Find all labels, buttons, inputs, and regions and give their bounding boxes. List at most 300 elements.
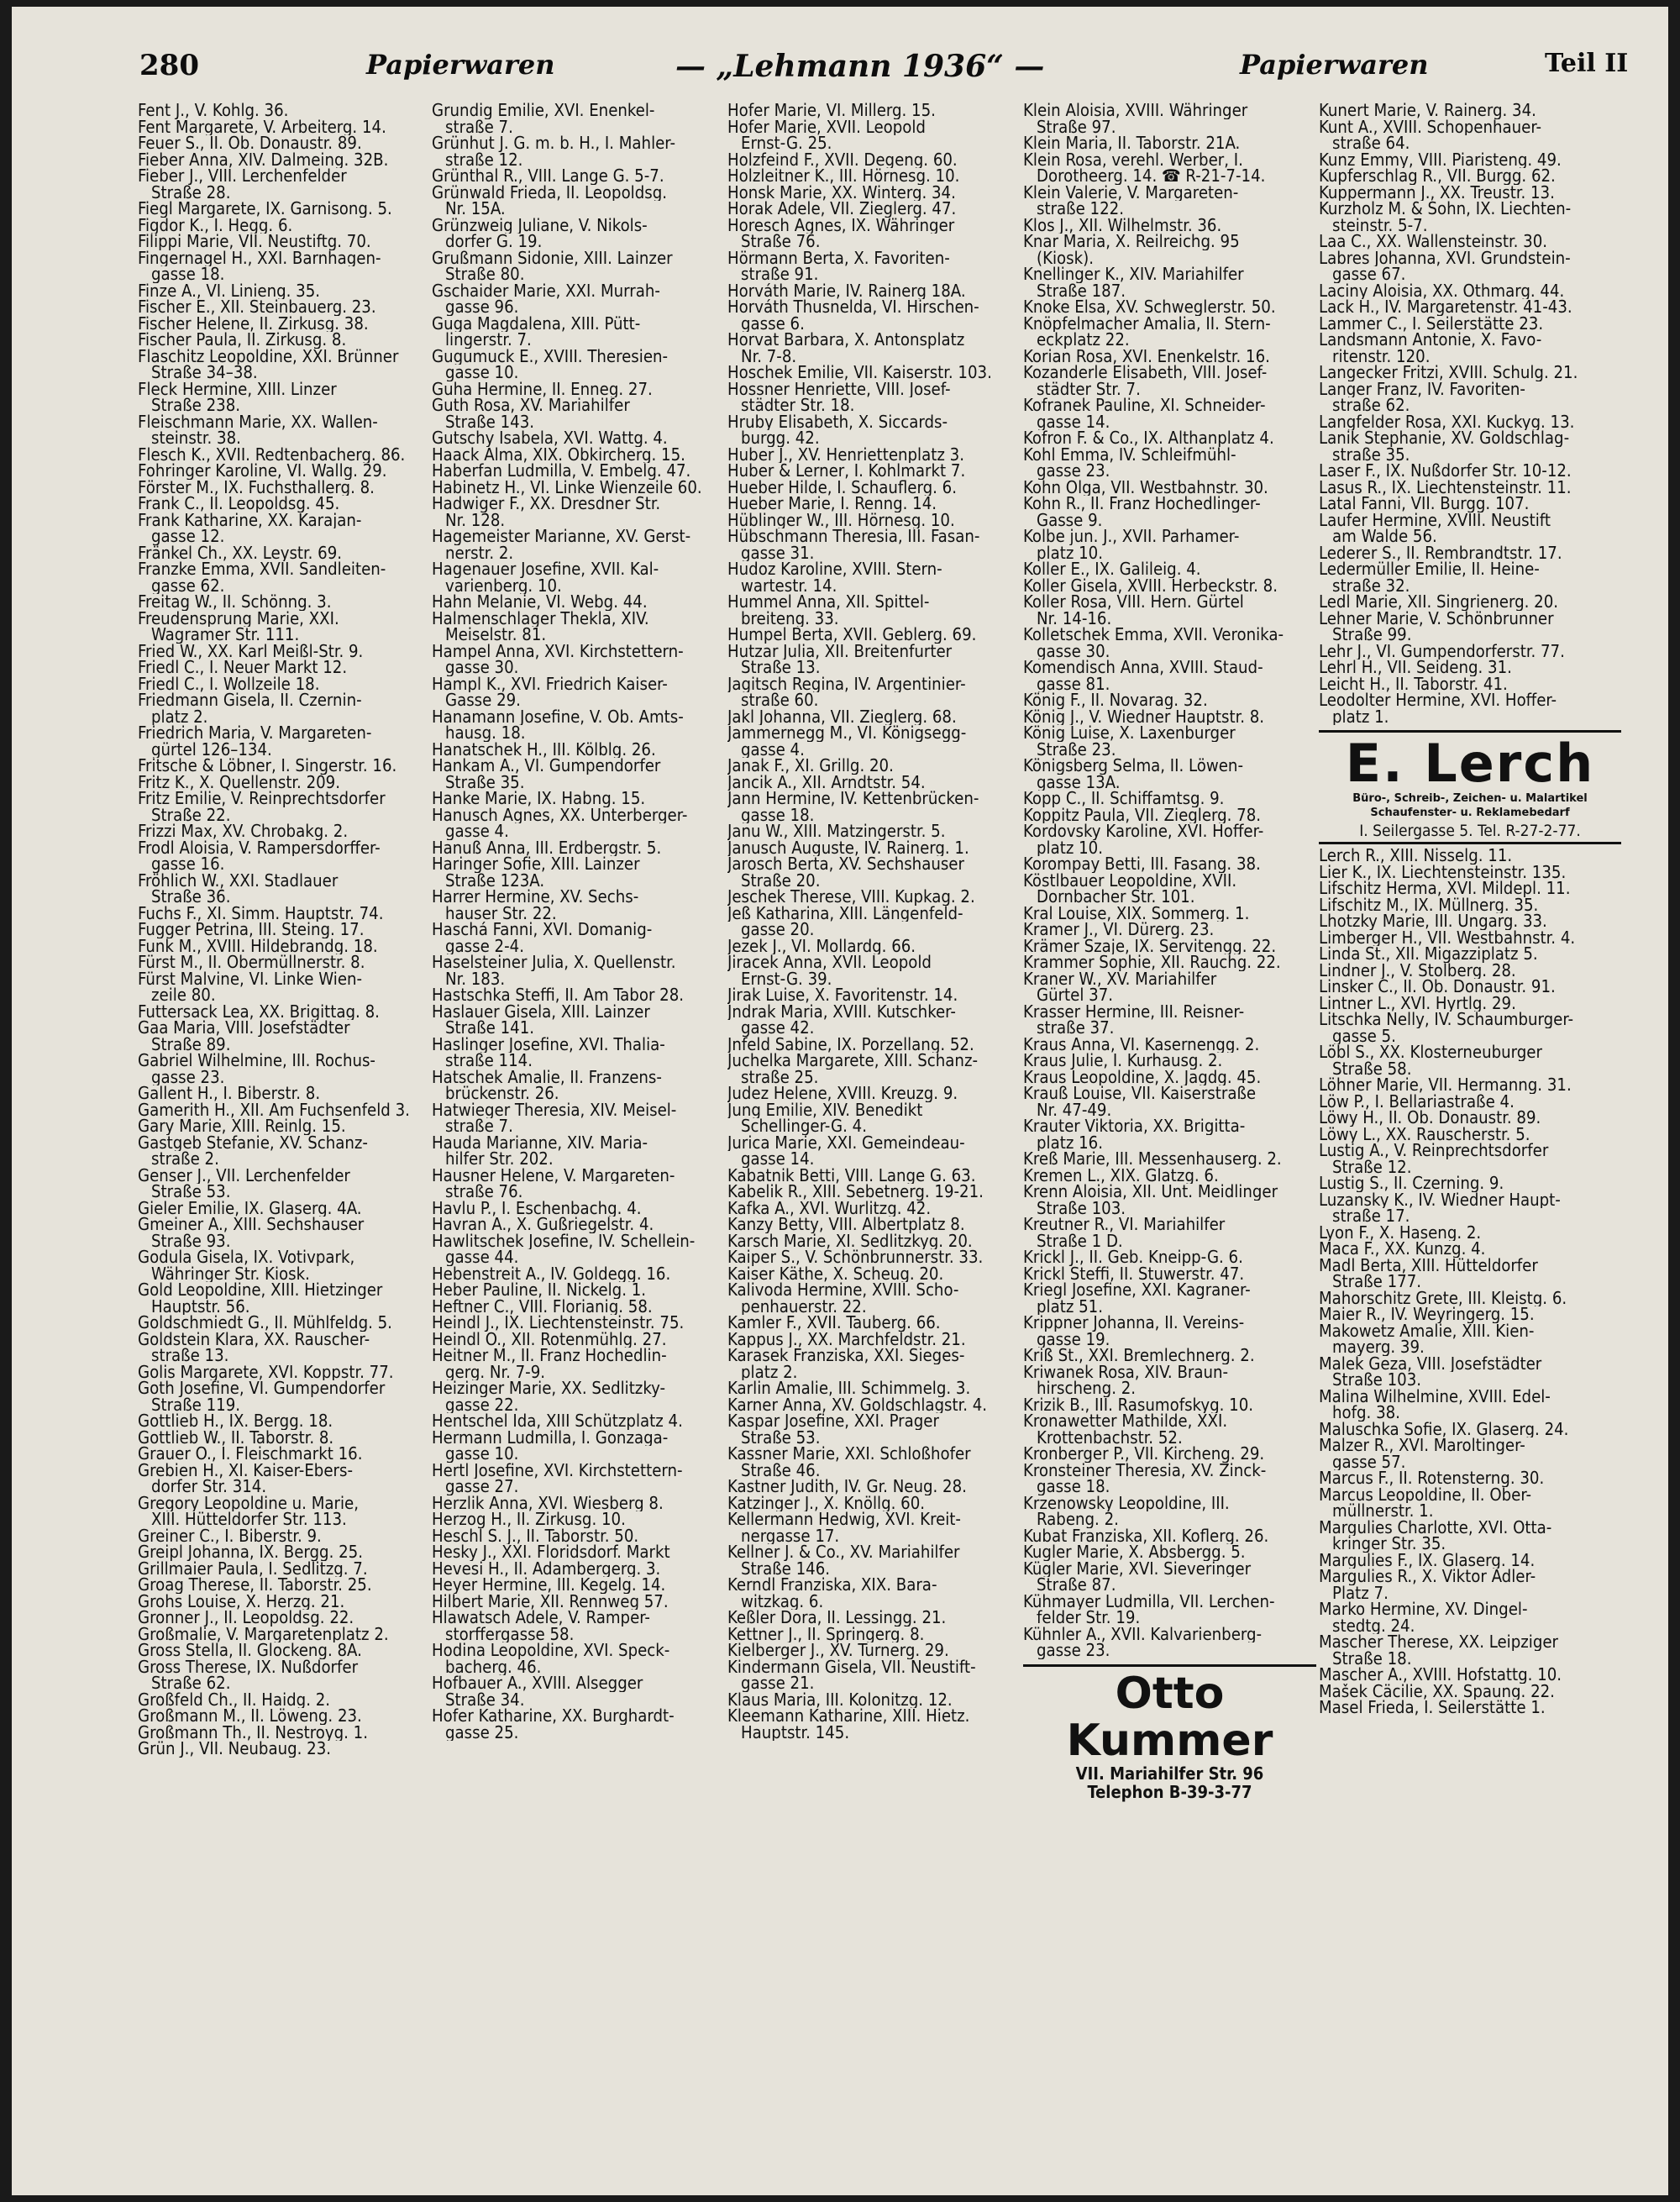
ad-lerch-line1: Büro-, Schreib-, Zeichen- u. Malartikel — [1352, 792, 1588, 805]
entry-continuation: nergasse 17. — [741, 1527, 840, 1544]
directory-entry: Feuer S., II. Ob. Donaustr. 89. — [138, 135, 362, 152]
entry-continuation: gasse 21. — [741, 1675, 815, 1692]
directory-entry: Guga Magdalena, XIII. Pütt- — [432, 315, 641, 332]
directory-entry: Frizzi Max, XV. Chrobakg. 2. — [138, 823, 349, 840]
directory-entry: Fieber Anna, XIV. Dalmeing. 32B. — [138, 151, 389, 168]
entry-continuation: Dorotheerg. 14. ☎ R-21-7-14. — [1037, 168, 1266, 185]
entry-continuation: gasse 30. — [1037, 643, 1110, 660]
directory-entry: Kraus Julie, I. Kurhausg. 2. — [1023, 1053, 1223, 1069]
directory-entry: Hueber Hilde, I. Schauflerg. 6. — [727, 479, 957, 496]
directory-entry: Heftner C., VIII. Florianig. 58. — [432, 1298, 653, 1315]
entry-continuation: straße 35. — [1332, 446, 1410, 463]
entry-continuation: XIII. Hütteldorfer Str. 113. — [151, 1511, 347, 1528]
entry-continuation: gasse 31. — [741, 544, 815, 561]
directory-entry: Kurzholz M. & Sohn, IX. Liechten- — [1319, 201, 1572, 218]
directory-entry: Haselsteiner Julia, X. Quellenstr. — [432, 954, 676, 971]
directory-entry: Krauter Viktoria, XX. Brigitta- — [1023, 1118, 1246, 1135]
directory-entry: Hermann Ludmilla, I. Gonzaga- — [432, 1429, 669, 1446]
directory-entry: Freudensprung Marie, XXI. — [138, 610, 339, 627]
directory-entry: Grünwald Frieda, II. Leopoldsg. — [432, 184, 668, 201]
entry-continuation: felder Str. 19. — [1037, 1610, 1141, 1627]
directory-entry: Karsch Marie, XI. Sedlitzkyg. 20. — [727, 1232, 973, 1249]
entry-continuation: bacherg. 46. — [445, 1658, 542, 1675]
directory-entry: Gugumuck E., XVIII. Theresien- — [432, 348, 669, 365]
directory-entry: Kupferschlag R., VII. Burgg. 62. — [1319, 168, 1556, 185]
directory-entry: Grundig Emilie, XVI. Enenkel- — [432, 102, 655, 119]
directory-entry: Godula Gisela, IX. Votivpark, — [138, 1249, 355, 1266]
directory-entry: Karlin Amalie, III. Schimmelg. 3. — [727, 1380, 971, 1397]
ad-kummer-name: Otto Kummer — [1066, 1668, 1273, 1766]
directory-entry: Latal Fanni, VII. Burgg. 107. — [1319, 496, 1530, 512]
directory-entry: Löbl S., XX. Klosterneuburger — [1319, 1044, 1542, 1061]
directory-entry: Margulies F., IX. Glaserg. 14. — [1319, 1552, 1536, 1569]
entry-continuation: Platz 7. — [1332, 1584, 1389, 1601]
directory-entry: Hruby Elisabeth, X. Siccards- — [727, 413, 948, 430]
directory-entry: Fischer Paula, II. Zirkusg. 8. — [138, 332, 347, 349]
directory-entry: Luzansky K., IV. Wiedner Haupt- — [1319, 1191, 1561, 1208]
directory-entry: Fischer Helene, II. Zirkusg. 38. — [138, 315, 369, 332]
entry-continuation: platz 16. — [1037, 1134, 1103, 1151]
ad-lerch-line2: Schaufenster- u. Reklamebedarf — [1370, 807, 1570, 819]
section-title-left: Papierwaren — [366, 49, 555, 81]
directory-entry: Fingernagel H., XXI. Barnhagen- — [138, 250, 381, 266]
entry-continuation: hauser Str. 22. — [445, 905, 557, 922]
entry-continuation: Straße 28. — [151, 184, 231, 201]
entry-continuation: gasse 18. — [741, 807, 815, 823]
directory-entry: Hudoz Karoline, XVIII. Stern- — [727, 561, 942, 578]
directory-entry: Grünthal R., VIII. Lange G. 5-7. — [432, 168, 664, 185]
entry-continuation: Straße 93. — [151, 1232, 231, 1249]
entry-continuation: Nr. 183. — [445, 970, 506, 987]
directory-entry: Fürst M., II. Obermüllnerstr. 8. — [138, 954, 365, 971]
directory-entry: Kassner Marie, XXI. Schloßhofer — [727, 1446, 971, 1463]
entry-continuation: gürtel 126–134. — [151, 741, 272, 758]
directory-entry: Knoke Elsa, XV. Schweglerstr. 50. — [1023, 299, 1276, 316]
directory-entry: Fried W., XX. Karl Meißl-Str. 9. — [138, 643, 364, 660]
directory-entry: Golis Margarete, XVI. Koppstr. 77. — [138, 1364, 394, 1380]
directory-entry: Friedrich Maria, V. Margareten- — [138, 725, 372, 742]
directory-entry: Fohringer Karoline, VI. Wallg. 29. — [138, 463, 387, 480]
directory-page — [12, 7, 1668, 2195]
directory-entry: Horak Adele, VII. Zieglerg. 47. — [727, 201, 957, 218]
directory-entry: Heber Pauline, II. Nickelg. 1. — [432, 1282, 647, 1299]
entry-continuation: Straße 20. — [741, 872, 821, 889]
directory-entry: Kreß Marie, III. Messenhauserg. 2. — [1023, 1151, 1282, 1168]
directory-entry: Finze A., VI. Linieng. 35. — [138, 282, 321, 299]
directory-entry: Jung Emilie, XIV. Benedikt — [727, 1101, 923, 1118]
directory-entry: Frodl Aloisia, V. Rampersdorffer- — [138, 839, 381, 856]
directory-entry: Gottlieb W., II. Taborstr. 8. — [138, 1429, 334, 1446]
directory-entry: Leodolter Hermine, XVI. Hoffer- — [1319, 692, 1557, 709]
entry-continuation: straße 2. — [151, 1151, 219, 1168]
directory-entry: Jnfeld Sabine, IX. Porzellang. 52. — [727, 1036, 974, 1053]
directory-entry: Marko Hermine, XV. Dingel- — [1319, 1601, 1528, 1618]
directory-entry: Kordovsky Karoline, XVI. Hoffer- — [1023, 823, 1264, 840]
directory-entry: Fleischmann Marie, XX. Wallen- — [138, 413, 378, 430]
entry-continuation: storffergasse 58. — [445, 1626, 575, 1642]
directory-entry: Makowetz Amalie, XIII. Kien- — [1319, 1322, 1535, 1339]
entry-continuation: gasse 67. — [1332, 266, 1406, 283]
directory-entry: Kaiper S., V. Schönbrunnerstr. 33. — [727, 1249, 984, 1266]
directory-entry: Landsmann Antonie, X. Favo- — [1319, 332, 1542, 349]
directory-entry: Lederer S., II. Rembrandtstr. 17. — [1319, 544, 1562, 561]
directory-entry: Laciny Aloisia, XX. Othmarg. 44. — [1319, 282, 1565, 299]
entry-continuation: straße 25. — [741, 1069, 819, 1085]
directory-entry: Hesky J., XXI. Floridsdorf. Markt — [432, 1544, 670, 1561]
directory-entry: Großmalie, V. Margaretenplatz 2. — [138, 1626, 389, 1642]
directory-entry: Lhotzky Marie, III. Ungarg. 33. — [1319, 913, 1547, 930]
directory-entry: Haringer Sofie, XIII. Lainzer — [432, 856, 640, 873]
directory-entry: Karner Anna, XV. Goldschlagstr. 4. — [727, 1396, 988, 1413]
directory-entry: Klaus Maria, III. Kolonitzg. 12. — [727, 1691, 953, 1708]
entry-continuation: gasse 18. — [151, 266, 225, 283]
ad-kummer-address: VII. Mariahilfer Str. 96 — [1075, 1763, 1264, 1784]
directory-entry: Kronawetter Mathilde, XXI. — [1023, 1413, 1228, 1430]
directory-entry: Hahn Melanie, VI. Webg. 44. — [432, 594, 648, 611]
entry-continuation: gasse 14. — [741, 1151, 815, 1168]
directory-entry: Knar Maria, X. Reilreichg. 95 — [1023, 234, 1240, 250]
directory-entry: Hörmann Berta, X. Favoriten- — [727, 250, 950, 266]
directory-entry: Kanzy Betty, VIII. Albertplatz 8. — [727, 1217, 965, 1233]
directory-entry: Korompay Betti, III. Fasang. 38. — [1023, 856, 1261, 873]
directory-entry: Margulies Charlotte, XVI. Otta- — [1319, 1519, 1552, 1536]
entry-continuation: gasse 18. — [1037, 1479, 1110, 1495]
directory-entry: Fränkel Ch., XX. Leystr. 69. — [138, 544, 343, 561]
entry-continuation: Straße 22. — [151, 807, 231, 823]
entry-continuation: Straße 87. — [1037, 1577, 1116, 1594]
directory-entry: Lerch R., XIII. Nisselg. 11. — [1319, 848, 1513, 865]
directory-entry: Löwy L., XX. Rauscherstr. 5. — [1319, 1126, 1530, 1143]
entry-continuation: Rabeng. 2. — [1037, 1511, 1119, 1528]
entry-continuation: platz 10. — [1037, 839, 1103, 856]
entry-continuation: Straße 97. — [1037, 118, 1116, 135]
directory-entry: Janak F., XI. Grillg. 20. — [727, 758, 894, 775]
directory-entry: Jeß Katharina, XIII. Längenfeld- — [727, 905, 963, 922]
directory-entry: Großfeld Ch., II. Haidg. 2. — [138, 1691, 331, 1708]
entry-continuation: Straße 103. — [1332, 1372, 1422, 1389]
directory-entry: Grebien H., XI. Kaiser-Ebers- — [138, 1462, 353, 1479]
directory-entry: Flesch K., XVII. Redtenbacherg. 86. — [138, 446, 406, 463]
entry-continuation: Nr. 15A. — [445, 201, 506, 218]
directory-entry: Langer Franz, IV. Favoriten- — [1319, 381, 1525, 397]
directory-entry: Klein Aloisia, XVIII. Währinger — [1023, 102, 1248, 119]
directory-entry: Habinetz H., VI. Linke Wienzeile 60. — [432, 479, 702, 496]
column-4 — [1023, 102, 1316, 2178]
directory-entry: Kronberger P., VII. Kircheng. 29. — [1023, 1446, 1265, 1463]
directory-entry: Lustig A., V. Reinprechtsdorfer — [1319, 1143, 1549, 1159]
entry-continuation: Nr. 14-16. — [1037, 610, 1112, 627]
directory-entry: Hüblinger W., III. Hörnesg. 10. — [727, 512, 955, 528]
directory-entry: Gutschy Isabela, XVI. Wattg. 4. — [432, 430, 668, 447]
directory-entry: Hagenauer Josefine, XVII. Kal- — [432, 561, 659, 578]
directory-entry: Huber J., XV. Henriettenplatz 3. — [727, 446, 964, 463]
directory-entry: Gronner J., II. Leopoldsg. 22. — [138, 1610, 354, 1627]
directory-entry: Humpel Berta, XVII. Geblerg. 69. — [727, 627, 977, 644]
entry-continuation: Straße 58. — [1332, 1060, 1412, 1077]
directory-entry: Kolletschek Emma, XVII. Veronika- — [1023, 627, 1284, 644]
directory-entry: Krenn Aloisia, XII. Unt. Meidlinger — [1023, 1184, 1278, 1201]
entry-continuation: hofg. 38. — [1332, 1405, 1400, 1422]
directory-entry: Jeschek Therese, VIII. Kupkag. 2. — [727, 889, 975, 906]
directory-entry: Heyer Hermine, III. Kegelg. 14. — [432, 1577, 666, 1594]
entry-continuation: straße 64. — [1332, 135, 1410, 152]
entry-continuation: Straße 143. — [445, 413, 535, 430]
directory-entry: Marcus F., II. Rotensterng. 30. — [1319, 1470, 1545, 1487]
directory-entry: Gross Stella, II. Glockeng. 8A. — [138, 1642, 362, 1659]
directory-entry: Holzleitner K., III. Hörnesg. 10. — [727, 168, 960, 185]
entry-continuation: kringer Str. 35. — [1332, 1536, 1446, 1553]
directory-entry: Krammer Sophie, XII. Rauchg. 22. — [1023, 954, 1281, 971]
directory-entry: Kofranek Pauline, XI. Schneider- — [1023, 397, 1266, 414]
entry-continuation: Straße 34. — [445, 1691, 525, 1708]
entry-continuation: straße 60. — [741, 692, 819, 709]
entry-continuation: varienberg. 10. — [445, 577, 562, 594]
entry-continuation: Straße 119. — [151, 1396, 241, 1413]
entry-continuation: gasse 20. — [741, 922, 815, 938]
entry-continuation: Straße 53. — [151, 1184, 231, 1201]
directory-entry: Hanatschek H., III. Kölblg. 26. — [432, 741, 656, 758]
entry-continuation: Nr. 7-8. — [741, 348, 797, 365]
directory-entry: Horváth Marie, IV. Rainerg 18A. — [727, 282, 966, 299]
directory-entry: Margulies R., X. Viktor Adler- — [1319, 1569, 1536, 1585]
entry-continuation: straße 17. — [1332, 1208, 1410, 1225]
directory-entry: Grün J., VII. Neubaug. 23. — [138, 1741, 332, 1758]
directory-entry: Hevesi H., II. Adambergerg. 3. — [432, 1560, 661, 1577]
entry-continuation: Straße 99. — [1332, 627, 1412, 644]
directory-entry: Förster M., IX. Fuchsthallerg. 8. — [138, 479, 375, 496]
directory-entry: Kabelik R., XIII. Sebetnerg. 19-21. — [727, 1184, 984, 1201]
directory-entry: Kuppermann J., XX. Treustr. 13. — [1319, 184, 1555, 201]
directory-entry: Hastschka Steffi, II. Am Tabor 28. — [432, 987, 685, 1004]
directory-entry: Malzer R., XVI. Maroltinger- — [1319, 1437, 1525, 1454]
entry-continuation: gasse 42. — [741, 1020, 815, 1037]
directory-entry: Hueber Marie, I. Renng. 14. — [727, 496, 937, 512]
entry-continuation: Straße 187. — [1037, 282, 1126, 299]
directory-entry: Leicht H., II. Taborstr. 41. — [1319, 675, 1508, 692]
directory-entry: Hadwiger F., XX. Dresdner Str. — [432, 496, 661, 512]
directory-entry: Kreutner R., VI. Mariahilfer — [1023, 1217, 1226, 1233]
directory-entry: Hanuß Anna, III. Erdbergstr. 5. — [432, 839, 662, 856]
directory-entry: Lehner Marie, V. Schönbrunner — [1319, 610, 1554, 627]
running-title: — „Lehmann 1936“ — — [675, 49, 1045, 84]
entry-continuation: gasse 12. — [151, 528, 225, 545]
directory-entry: Lier K., IX. Liechtensteinstr. 135. — [1319, 864, 1567, 880]
entry-continuation: gasse 27. — [445, 1479, 519, 1495]
directory-entry: Juchelka Margarete, XIII. Schanz- — [727, 1053, 979, 1069]
directory-entry: Kohn Olga, VII. Westbahnstr. 30. — [1023, 479, 1268, 496]
directory-entry: Komendisch Anna, XVIII. Staud- — [1023, 660, 1263, 676]
entry-continuation: gasse 2-4. — [445, 938, 524, 954]
directory-entry: Klein Maria, II. Taborstr. 21A. — [1023, 135, 1241, 152]
directory-entry: Hanusch Agnes, XX. Unterberger- — [432, 807, 688, 823]
entry-continuation: Straße 123A. — [445, 872, 545, 889]
directory-entry: Fritz K., X. Quellenstr. 209. — [138, 774, 340, 791]
entry-continuation: gasse 5. — [1332, 1027, 1396, 1044]
entry-continuation: Krottenbachstr. 52. — [1037, 1429, 1183, 1446]
entry-continuation: Straße 13. — [741, 660, 821, 676]
part-label: Teil II — [1545, 49, 1629, 78]
entry-continuation: Straße 80. — [445, 266, 525, 283]
directory-entry: Horesch Agnes, IX. Währinger — [727, 217, 955, 234]
directory-entry: Lasus R., IX. Liechtensteinstr. 11. — [1319, 479, 1572, 496]
entry-continuation: mayerg. 39. — [1332, 1339, 1425, 1356]
directory-entry: Koller Rosa, VIII. Hern. Gürtel — [1023, 594, 1244, 611]
entry-continuation: dorfer Str. 314. — [151, 1479, 267, 1495]
directory-entry: Lyon F., X. Haseng. 2. — [1319, 1224, 1482, 1241]
directory-entry: Kindermann Gisela, VII. Neustift- — [727, 1658, 976, 1675]
entry-continuation: hilfer Str. 202. — [445, 1151, 554, 1168]
directory-entry: Gallent H., I. Biberstr. 8. — [138, 1085, 321, 1102]
entry-continuation: Hauptstr. 145. — [741, 1724, 850, 1741]
directory-entry: Hanke Marie, IX. Habng. 15. — [432, 791, 646, 807]
directory-entry: Honsk Marie, XX. Winterg. 34. — [727, 184, 956, 201]
directory-entry: Fleck Hermine, XIII. Linzer — [138, 381, 337, 397]
directory-entry: Hebenstreit A., IV. Goldegg. 16. — [432, 1265, 671, 1282]
directory-entry: Harrer Hermine, XV. Sechs- — [432, 889, 639, 906]
directory-entry: Malina Wilhelmine, XVIII. Edel- — [1319, 1388, 1551, 1405]
page-header — [138, 49, 1629, 89]
directory-entry: Labres Johanna, XVI. Grundstein- — [1319, 250, 1571, 266]
directory-entry: Goth Josefine, VI. Gumpendorfer — [138, 1380, 386, 1397]
directory-entry: Kielberger J., XV. Turnerg. 29. — [727, 1642, 949, 1659]
entry-continuation: straße 62. — [1332, 397, 1410, 414]
directory-entry: Futtersack Lea, XX. Brigittag. 8. — [138, 1003, 380, 1020]
directory-entry: Kremen L., XIX. Glatzg. 6. — [1023, 1167, 1219, 1184]
advertisement-lerch — [1319, 730, 1621, 844]
entry-continuation: Schellinger-G. 4. — [741, 1118, 867, 1135]
directory-entry: Klos J., XII. Wilhelmstr. 36. — [1023, 217, 1222, 234]
directory-entry: Kamler F., XVII. Tauberg. 66. — [727, 1315, 941, 1332]
entry-continuation: Straße 46. — [741, 1462, 821, 1479]
directory-entry: Kriß St., XXI. Bremlechnerg. 2. — [1023, 1348, 1255, 1364]
directory-entry: Malek Geza, VIII. Josefstädter — [1319, 1355, 1542, 1372]
directory-entry: Mašek Cäcilie, XX. Spaung. 22. — [1319, 1683, 1555, 1700]
directory-entry: Lintner L., XVI. Hyrtlg. 29. — [1319, 995, 1516, 1012]
directory-entry: Kunert Marie, V. Rainerg. 34. — [1319, 102, 1536, 119]
directory-entry: Karasek Franziska, XXI. Sieges- — [727, 1348, 965, 1364]
entry-continuation: platz 2. — [741, 1364, 798, 1380]
directory-entry: Heindl O., XII. Rotenmühlg. 27. — [432, 1331, 667, 1348]
directory-entry: Halmenschlager Thekla, XIV. — [432, 610, 649, 627]
directory-entry: Löhner Marie, VII. Hermanng. 31. — [1319, 1077, 1572, 1094]
directory-entry: Kriegl Josefine, XXI. Kagraner- — [1023, 1282, 1251, 1299]
directory-entry: Kofron F. & Co., IX. Althanplatz 4. — [1023, 430, 1274, 447]
directory-entry: Mascher A., XVIII. Hofstattg. 10. — [1319, 1667, 1562, 1684]
directory-entry: Hummel Anna, XII. Spittel- — [727, 594, 930, 611]
entry-continuation: straße 114. — [445, 1053, 533, 1069]
directory-entry: Judez Helene, XVIII. Kreuzg. 9. — [727, 1085, 958, 1102]
directory-entry: Greiner C., I. Biberstr. 9. — [138, 1527, 322, 1544]
entry-continuation: gasse 96. — [445, 299, 519, 316]
directory-entry: Jurica Marie, XXI. Gemeindeau- — [727, 1134, 965, 1151]
directory-entry: Litschka Nelly, IV. Schaumburger- — [1319, 1012, 1574, 1028]
directory-entry: Havran A., X. Gußriegelstr. 4. — [432, 1217, 654, 1233]
directory-entry: Lanik Stephanie, XV. Goldschlag- — [1319, 430, 1570, 447]
directory-entry: Gregory Leopoldine u. Marie, — [138, 1495, 359, 1511]
directory-entry: Hossner Henriette, VIII. Josef- — [727, 381, 951, 397]
directory-entry: Lustig S., II. Czerning. 9. — [1319, 1175, 1504, 1192]
entry-continuation: städter Str. 18. — [741, 397, 855, 414]
directory-entry: Krasser Hermine, III. Reisner- — [1023, 1003, 1245, 1020]
directory-entry: Fent J., V. Kohlg. 36. — [138, 102, 289, 119]
directory-entry: Hentschel Ida, XIII Schützplatz 4. — [432, 1413, 683, 1430]
directory-entry: Hampl K., XVI. Friedrich Kaiser- — [432, 675, 668, 692]
entry-continuation: gasse 10. — [445, 365, 519, 381]
entry-continuation: müllnerstr. 1. — [1332, 1503, 1434, 1520]
directory-entry: Jndrak Maria, XVIII. Kutschker- — [727, 1003, 956, 1020]
directory-entry: Fritz Emilie, V. Reinprechtsdorfer — [138, 791, 386, 807]
directory-entry: Ledermüller Emilie, II. Heine- — [1319, 561, 1540, 578]
entry-continuation: straße 32. — [1332, 577, 1410, 594]
directory-entry: Goldschmiedt G., II. Mühlfeldg. 5. — [138, 1315, 392, 1332]
directory-entry: Lack H., IV. Margaretenstr. 41-43. — [1319, 299, 1572, 316]
directory-entry: Laufer Hermine, XVIII. Neustift — [1319, 512, 1551, 528]
entry-continuation: straße 13. — [151, 1348, 229, 1364]
entry-continuation: ritenstr. 120. — [1332, 348, 1431, 365]
directory-entry: Franzke Emma, XVII. Sandleiten- — [138, 561, 386, 578]
directory-entry: Haslinger Josefine, XVI. Thalia- — [432, 1036, 665, 1053]
directory-entry: Gschaider Marie, XXI. Murrah- — [432, 282, 660, 299]
directory-entry: Kabatnik Betti, VIII. Lange G. 63. — [727, 1167, 976, 1184]
entry-continuation: Straße 141. — [445, 1020, 535, 1037]
directory-entry: Kugler Marie, X. Absbergg. 5. — [1023, 1544, 1246, 1561]
page-number: 280 — [139, 49, 199, 82]
directory-entry: Grünzweig Juliane, V. Nikols- — [432, 217, 648, 234]
entry-continuation: breiteng. 33. — [741, 610, 839, 627]
directory-entry: Hilbert Marie, XII. Rennweg 57. — [432, 1593, 669, 1610]
entry-continuation: Gasse 29. — [445, 692, 521, 709]
directory-entry: Guha Hermine, II. Enneg. 27. — [432, 381, 653, 397]
directory-entry: Groag Therese, II. Taborstr. 25. — [138, 1577, 372, 1594]
directory-entry: Kunz Emmy, VIII. Piaristeng. 49. — [1319, 151, 1562, 168]
directory-entry: Frank Katharine, XX. Karajan- — [138, 512, 362, 528]
entry-continuation: Dornbacher Str. 101. — [1037, 889, 1195, 906]
entry-continuation: Straße 1 D. — [1037, 1232, 1123, 1249]
directory-entry: Kraus Anna, VI. Kasernengg. 2. — [1023, 1036, 1260, 1053]
entry-continuation: steinstr. 38. — [151, 430, 241, 447]
directory-entry: Hatschek Amalie, II. Franzens- — [432, 1069, 662, 1085]
directory-entry: Kleemann Katharine, XIII. Hietz. — [727, 1708, 970, 1725]
directory-entry: Mahorschitz Grete, III. Kleistg. 6. — [1319, 1290, 1567, 1306]
directory-entry: Masel Frieda, I. Seilerstätte 1. — [1319, 1700, 1546, 1716]
ad-lerch-address: I. Seilergasse 5. Tel. R-27-2-77. — [1359, 822, 1581, 840]
entry-continuation: penhauerstr. 22. — [741, 1298, 867, 1315]
directory-entry: Kellner J. & Co., XV. Mariahilfer — [727, 1544, 960, 1561]
directory-entry: Hanamann Josefine, V. Ob. Amts- — [432, 708, 684, 725]
directory-entry: Hawlitschek Josefine, IV. Schellein- — [432, 1232, 696, 1249]
directory-entry: Krickl Steffi, II. Stuwerstr. 47. — [1023, 1265, 1245, 1282]
directory-entry: Gmeiner A., XIII. Sechshauser — [138, 1217, 365, 1233]
directory-entry: Linsker C., II. Ob. Donaustr. 91. — [1319, 979, 1556, 996]
directory-entry: Horváth Thusnelda, VI. Hirschen- — [727, 299, 979, 316]
entry-continuation: straße 7. — [445, 1118, 513, 1135]
entry-continuation: gasse 10. — [445, 1446, 519, 1463]
directory-entry: Hauda Marianne, XIV. Maria- — [432, 1134, 648, 1151]
directory-entry: Limberger H., VII. Westbahnstr. 4. — [1319, 929, 1576, 946]
entry-continuation: gasse 44. — [445, 1249, 519, 1266]
directory-entry: Jakl Johanna, VII. Zieglerg. 68. — [727, 708, 957, 725]
directory-entry: Gieler Emilie, IX. Glaserg. 4A. — [138, 1200, 362, 1217]
directory-entry: Löwy H., II. Ob. Donaustr. 89. — [1319, 1110, 1541, 1127]
directory-entry: Klein Rosa, verehl. Werber, I. — [1023, 151, 1243, 168]
entry-continuation: platz 2. — [151, 708, 208, 725]
entry-continuation: Straße 146. — [741, 1560, 831, 1577]
directory-entry: Jiracek Anna, XVII. Leopold — [727, 954, 932, 971]
entry-continuation: hausg. 18. — [445, 725, 526, 742]
directory-entry: Hagemeister Marianne, XV. Gerst- — [432, 528, 691, 545]
directory-entry: Kastner Judith, IV. Gr. Neug. 28. — [727, 1479, 967, 1495]
entry-continuation: wartestr. 14. — [741, 577, 837, 594]
